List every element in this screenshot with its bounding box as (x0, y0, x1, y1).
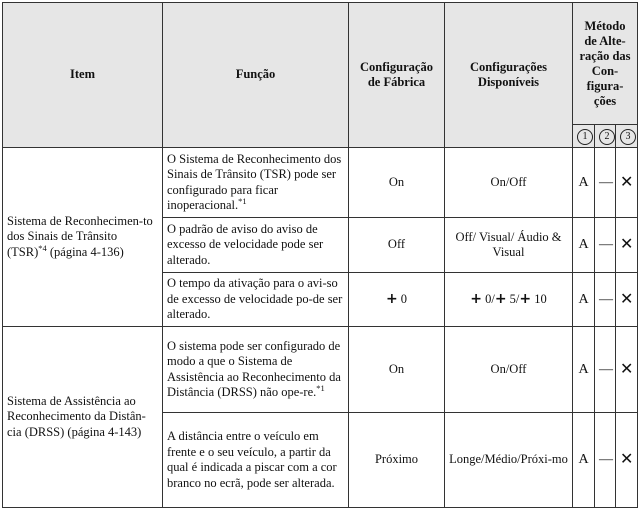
method-3-mark: ✕ (616, 327, 638, 413)
factory-value: Próximo (349, 413, 445, 508)
function-cell: O Sistema de Reconhecimento dos Sinais de Trânsito (TSR) pode ser configurado para ficar inoperacional.$^{*1}$ (163, 148, 349, 218)
method-3-mark: ✕ (616, 218, 638, 273)
available-values: Longe/Médio/Próxi-mo (445, 413, 573, 508)
header-funcao: Função (163, 3, 349, 148)
method-2-mark: — (595, 148, 616, 218)
header-item: Item (3, 3, 163, 148)
method-2-mark: — (595, 218, 616, 273)
item-cell-tsr: Sistema de Reconhecimen-to dos Sinais de Trânsito (TSR)$^{*4}$ (página 4-136) (3, 148, 163, 327)
table-row (3, 148, 638, 218)
header-metodo: Método de Alte-ração das Con-figura-ções (573, 3, 638, 125)
function-cell: A distância entre o veículo em frente e o seu veículo, a partir da qual é indicada a piscar com a cor branco no ecrã, pode ser alterada. (163, 413, 349, 508)
method-1-mark: A (573, 413, 595, 508)
plus-icon: + (470, 290, 482, 307)
method-3-mark: ✕ (616, 148, 638, 218)
header-config-disponiveis: Configurações Disponíveis (445, 3, 573, 148)
header-method-2: 2 (595, 125, 616, 148)
plus-icon: + (385, 290, 398, 307)
function-cell: O sistema pode ser configurado de modo a que o Sistema de Assistência ao Reconhecimento da Distância (DRSS) não ope-re.$^{*1}$ (163, 327, 349, 413)
method-1-mark: A (573, 327, 595, 413)
available-values: Off/ Visual/ Áudio & Visual (445, 218, 573, 273)
method-3-mark: ✕ (616, 413, 638, 508)
plus-icon: + (519, 290, 532, 307)
header-method-3: 3 (616, 125, 638, 148)
method-2-mark: — (595, 273, 616, 327)
item-cell-drss: Sistema de Assistência ao Reconhecimento da Distân-cia (DRSS) (página 4-143) (3, 327, 163, 508)
factory-value: Off (349, 218, 445, 273)
available-values: On/Off (445, 148, 573, 218)
method-2-mark: — (595, 413, 616, 508)
factory-value: On (349, 327, 445, 413)
method-1-mark: A (573, 273, 595, 327)
function-cell: O padrão de aviso do aviso de excesso de velocidade pode ser alterado. (163, 218, 349, 273)
function-cell: O tempo da ativação para o avi-so de excesso de velocidade po-de ser alterado. (163, 273, 349, 327)
header-config-fabrica: Configuração de Fábrica (349, 3, 445, 148)
method-2-mark: — (595, 327, 616, 413)
settings-table (2, 2, 638, 508)
method-1-mark: A (573, 148, 595, 218)
method-1-mark: A (573, 218, 595, 273)
table-row (3, 327, 638, 413)
available-values: On/Off (445, 327, 573, 413)
factory-value: + 0 (349, 273, 445, 327)
factory-value: On (349, 148, 445, 218)
method-3-mark: ✕ (616, 273, 638, 327)
available-values: + 0/+ 5/+ 10 (445, 273, 573, 327)
header-method-1: 1 (573, 125, 595, 148)
plus-icon: + (494, 290, 507, 307)
